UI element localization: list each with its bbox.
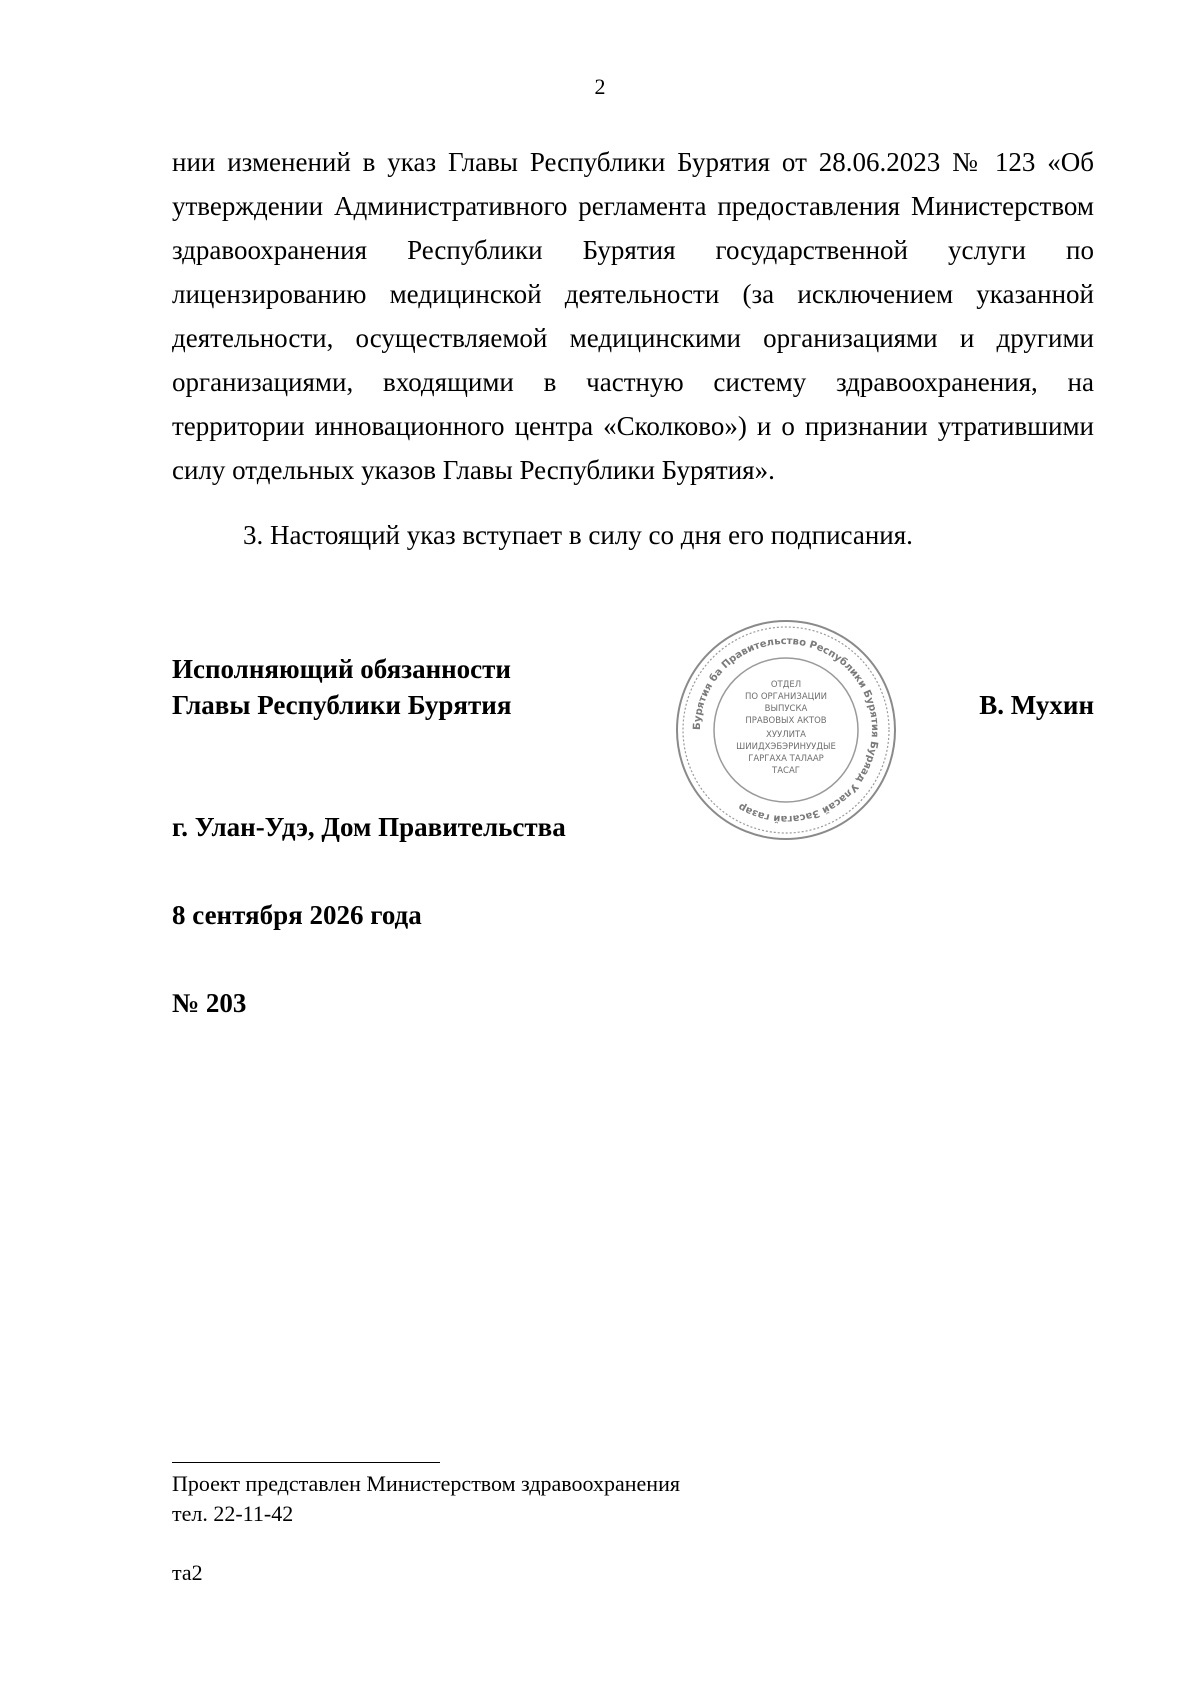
official-seal: [673, 617, 899, 843]
footnote-divider: [172, 1462, 440, 1463]
footnote-line-1: Проект представлен Министерством здравоохранения: [172, 1471, 680, 1496]
seal-line-1: ОТДЕЛ: [770, 680, 802, 690]
signing-date: 8 сентября 2026 года: [172, 900, 422, 930]
body-paragraph-continuation: нии изменений в указ Главы Республики Бурятия от 28.06.2023 № 123 «Об утверждении Административного регламента предоставления Министерством здравоохранения Республики Бурятия государственной услуги по лицензированию медицинской деятельности (за исключением указанной деятельности, осуществляемой медицинскими организациями и другими организациями, входящими в частную систему здравоохранения, на территории инновационного центра «Сколково») и о признании утратившими силу отдельных указов Главы Республики Бурятия».: [172, 147, 1094, 485]
decree-number: № 203: [172, 988, 247, 1018]
seal-line-7: ГАРГАХА ТАЛААР: [748, 754, 824, 764]
document-code: та2: [172, 1560, 203, 1585]
seal-line-3: ВЫПУСКА: [764, 704, 808, 714]
signatory-title-line1: Исполняющий обязанности: [172, 654, 511, 684]
seal-line-4: ПРАВОВЫХ АКТОВ: [745, 716, 827, 726]
seal-line-2: ПО ОРГАНИЗАЦИИ: [745, 692, 827, 702]
seal-graphic: [673, 617, 899, 843]
footnote-line-2: тел. 22-11-42: [172, 1501, 294, 1526]
document-body: [172, 140, 1094, 557]
seal-line-6: ШИИДХЭБЭРИНУУДЫЕ: [736, 742, 836, 752]
signatory-name: В. Мухин: [979, 690, 1094, 720]
seal-line-8: ТАСАГ: [772, 766, 800, 776]
footnote: [172, 1469, 680, 1529]
page-number: 2: [594, 74, 606, 99]
signatory-title: [172, 651, 511, 723]
signing-place: г. Улан-Удэ, Дом Правительства: [172, 812, 566, 842]
signatory-title-line2: Главы Республики Бурятия: [172, 690, 512, 720]
seal-ring-text: Бурятия ба Правительство Республики Бурятия Буряад Уласай Засагай газар: [691, 635, 881, 825]
seal-line-5: ХУУЛИТА: [766, 730, 806, 740]
body-paragraph-3: 3. Настоящий указ вступает в силу со дня его подписания.: [243, 520, 913, 550]
